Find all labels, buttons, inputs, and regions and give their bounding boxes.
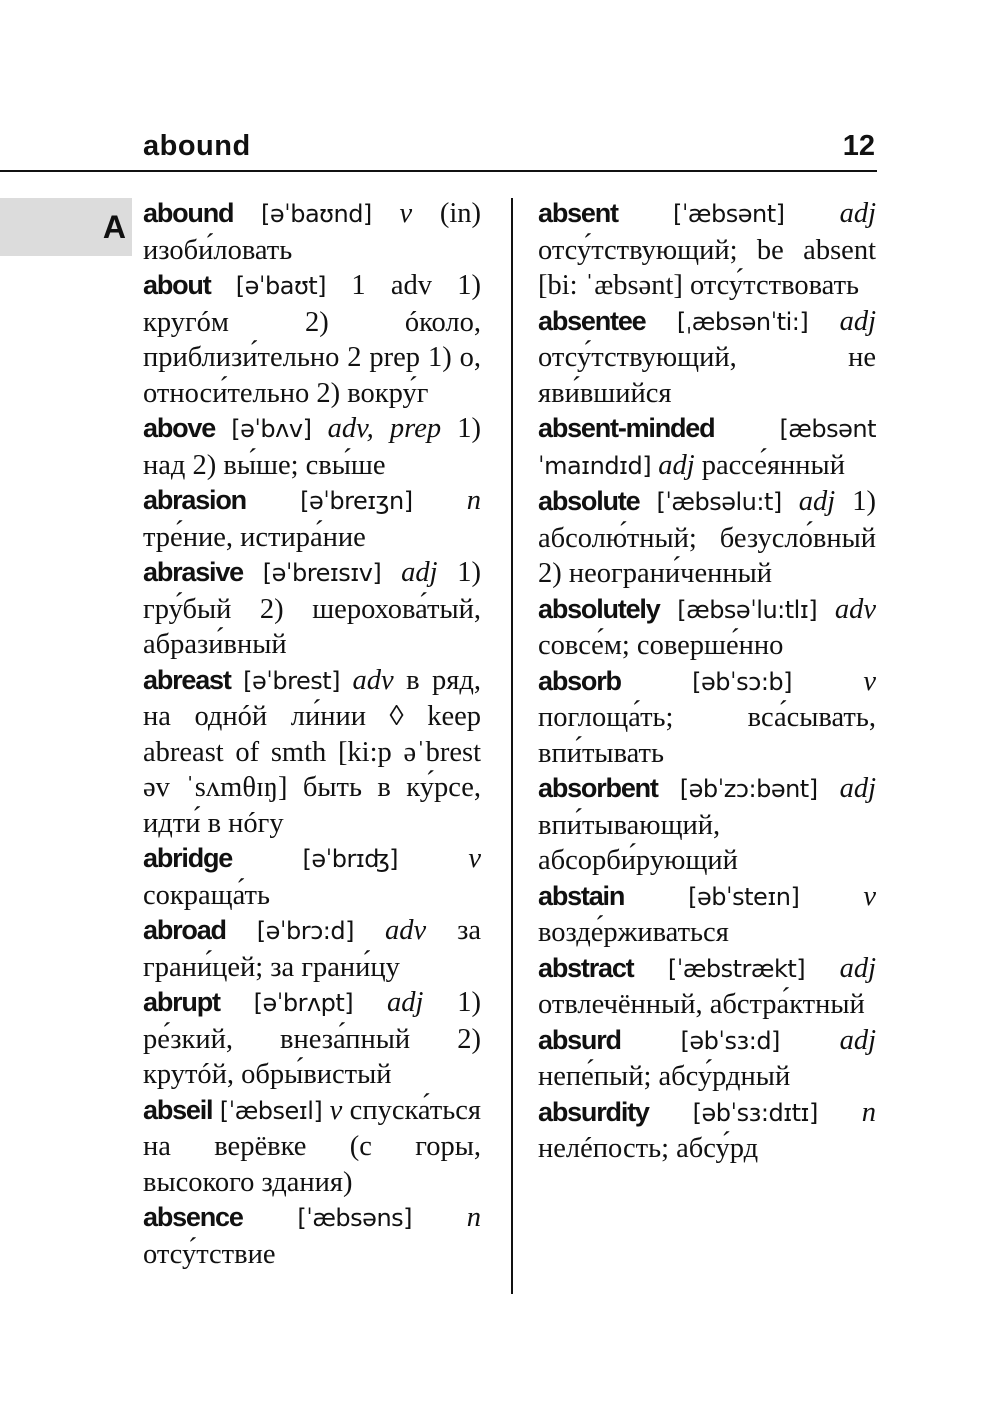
entry-part-of-speech: adj (798, 486, 836, 517)
right-column (538, 196, 876, 1167)
entry-definition: в ряд, на однóй ли́нии ◊ keep abreast of smth [ki:p əˈbrest əv ˈsʌmθɪŋ] быть в ку́рсе, идти́ в нóгу (143, 664, 482, 839)
entry-definition: отсу́тствие (143, 1238, 276, 1270)
entry-headword: abrasion (143, 485, 246, 515)
entry-headword: above (143, 413, 216, 443)
entry-transcription: [əˈbrʌpt] (253, 989, 354, 1017)
entry-headword: absence (143, 1202, 243, 1232)
dictionary-entry (143, 913, 481, 985)
entry-part-of-speech: adj (387, 987, 424, 1018)
entry-transcription: [əbˈsɜ:d] (680, 1026, 780, 1055)
dictionary-entry (143, 841, 481, 913)
dictionary-entry (538, 592, 876, 664)
entry-transcription: [ˌæbsənˈti:] (676, 307, 809, 336)
entry-transcription: [əˈbaʊnd] (260, 200, 372, 228)
entry-headword: abridge (143, 843, 233, 873)
entry-definition: отвлечённый, абстра́ктный (538, 989, 865, 1020)
entry-transcription: [əˈbreɪsɪv] (262, 559, 382, 587)
entry-headword: absolute (538, 486, 640, 516)
entry-headword: abrupt (143, 987, 220, 1017)
entry-headword: absorbent (538, 773, 658, 803)
dictionary-entry (143, 268, 481, 411)
entry-headword: abound (143, 198, 234, 228)
entry-part-of-speech: n (466, 1202, 481, 1233)
entry-definition: отсу́тствующий, не яви́вшийся (538, 342, 876, 409)
entry-definition: 1) над 2) вы́ше; свы́ше (143, 413, 481, 481)
entry-part-of-speech: n (861, 1096, 877, 1128)
entry-part-of-speech: adv (352, 664, 394, 696)
entry-headword: about (143, 270, 211, 300)
entry-part-of-speech: adj (658, 449, 695, 481)
entry-definition: спуска́ться на верёвке (с горы, высокого здания) (143, 1094, 482, 1198)
entry-transcription: [əˈbaʊt] (235, 272, 327, 300)
page-number: 12 (842, 130, 875, 162)
entry-part-of-speech: v (329, 1094, 343, 1126)
entry-headword: abseil (143, 1094, 213, 1125)
entry-headword: absorb (538, 665, 621, 696)
entry-definition: 1 adv 1) кругóм 2) óколо, приблизи́тельно 2 prep 1) о, относи́тельно 2) вокру́г (143, 270, 482, 409)
entry-headword: abreast (143, 664, 231, 695)
dictionary-entry (538, 664, 876, 772)
entry-transcription: [ˈæbsənt] (672, 200, 785, 228)
dictionary-entry (143, 483, 481, 555)
entry-headword: abroad (143, 915, 226, 945)
entry-transcription: [əˈbreɪʒn] (300, 487, 413, 515)
entry-definition: 1) абсолю́тный; безусло́вный 2) неограни́ченный (538, 486, 877, 589)
dictionary-entry (538, 879, 876, 951)
entry-transcription: [əˈbrɔ:d] (256, 917, 354, 945)
entry-part-of-speech: adj (401, 557, 438, 588)
running-head-word: abound (143, 130, 251, 162)
entry-headword: abrasive (143, 557, 243, 587)
dictionary-entry (143, 1093, 481, 1201)
entry-definition: впи́тывающий, абсорби́рующий (538, 809, 738, 876)
dictionary-entry (538, 1023, 876, 1095)
entry-transcription: [æbsəˈlu:tlɪ] (677, 595, 818, 624)
entry-part-of-speech: v (468, 843, 481, 874)
dictionary-entry (538, 951, 876, 1023)
dictionary-entry (538, 484, 876, 592)
entry-definition: возде́рживаться (538, 917, 729, 948)
entry-part-of-speech: v (863, 880, 876, 912)
entry-definition: сокраща́ть (143, 879, 270, 911)
letter-tab-label: A (102, 209, 126, 245)
dictionary-entry (538, 411, 876, 484)
entry-headword: absent-minded (538, 413, 715, 443)
dictionary-entry (538, 771, 876, 879)
entry-definition: за грани́цей; за грани́цу (143, 915, 482, 983)
entry-definition: совсе́м; соверше́нно (538, 630, 784, 661)
entry-transcription: [əbˈsɔ:b] (692, 667, 793, 696)
dictionary-entry (143, 555, 481, 663)
entry-part-of-speech: v (399, 198, 413, 229)
entry-transcription: [əbˈzɔ:bənt] (679, 775, 818, 803)
entry-headword: abstract (538, 952, 634, 983)
entry-transcription: [æbsəntˈmaɪndɪd] (538, 415, 876, 480)
entry-transcription: [ˈæbsəns] (297, 1204, 413, 1232)
entry-part-of-speech: adj (839, 1024, 877, 1056)
dictionary-entry (143, 663, 481, 842)
entry-transcription: [əbˈsɜ:dɪtɪ] (692, 1098, 818, 1127)
entry-definition: поглоща́ть; вса́сывать, впи́тывать (538, 702, 876, 769)
entry-part-of-speech: n (466, 485, 482, 516)
entry-definition: тре́ние, истира́ние (143, 521, 366, 553)
entry-definition: рассе́янный (701, 449, 845, 481)
entry-part-of-speech: adv, prep (327, 413, 442, 444)
entry-headword: absentee (538, 305, 646, 336)
entry-transcription: [əbˈsteɪn] (688, 882, 800, 911)
letter-tab (0, 198, 132, 256)
dictionary-entry (143, 1200, 481, 1272)
entry-headword: absurdity (538, 1096, 649, 1127)
entry-definition: (in) изоби́ловать (143, 198, 482, 266)
column-divider (511, 198, 513, 1294)
entry-definition: отсу́тствующий; be absent [bi: ˈæbsənt] отсу́тствовать (538, 234, 876, 301)
entry-transcription: [əˈbrest] (243, 666, 340, 695)
dictionary-entry (143, 196, 481, 268)
dictionary-entry (538, 1095, 876, 1167)
dictionary-entry (143, 985, 481, 1093)
entry-part-of-speech: adv (384, 915, 427, 946)
entry-part-of-speech: adj (839, 952, 876, 984)
entry-part-of-speech: adj (839, 198, 877, 229)
entry-headword: absolutely (538, 593, 660, 624)
entry-transcription: [ˈæbseɪl] (219, 1096, 323, 1125)
dictionary-entry (143, 411, 481, 483)
entry-definition: 1) гру́бый 2) шерохова́тый, абрази́вный (143, 557, 482, 660)
entry-headword: abstain (538, 880, 625, 911)
entry-definition: нелéпость; абсу́рд (538, 1133, 759, 1164)
entry-transcription: [əˈbʌv] (231, 415, 312, 443)
entry-part-of-speech: adj (839, 305, 877, 337)
entry-part-of-speech: v (863, 665, 877, 697)
dictionary-entry (538, 304, 876, 412)
entry-part-of-speech: adj (839, 773, 877, 804)
entry-transcription: [ˈæbsəlu:t] (656, 488, 782, 516)
dictionary-entry (538, 196, 876, 304)
left-column (143, 196, 481, 1272)
entry-headword: absurd (538, 1024, 621, 1055)
entry-definition: 1) ре́зкий, внеза́пный 2) крутóй, обры́вистый (143, 987, 481, 1090)
entry-part-of-speech: adv (834, 593, 876, 625)
entry-transcription: [ˈæbstrækt] (667, 954, 806, 983)
entry-headword: absent (538, 198, 618, 228)
entry-definition: непе́пый; абсу́рдный (538, 1061, 791, 1092)
entry-transcription: [əˈbrɪʤ] (302, 845, 398, 873)
header-rule (0, 170, 877, 172)
